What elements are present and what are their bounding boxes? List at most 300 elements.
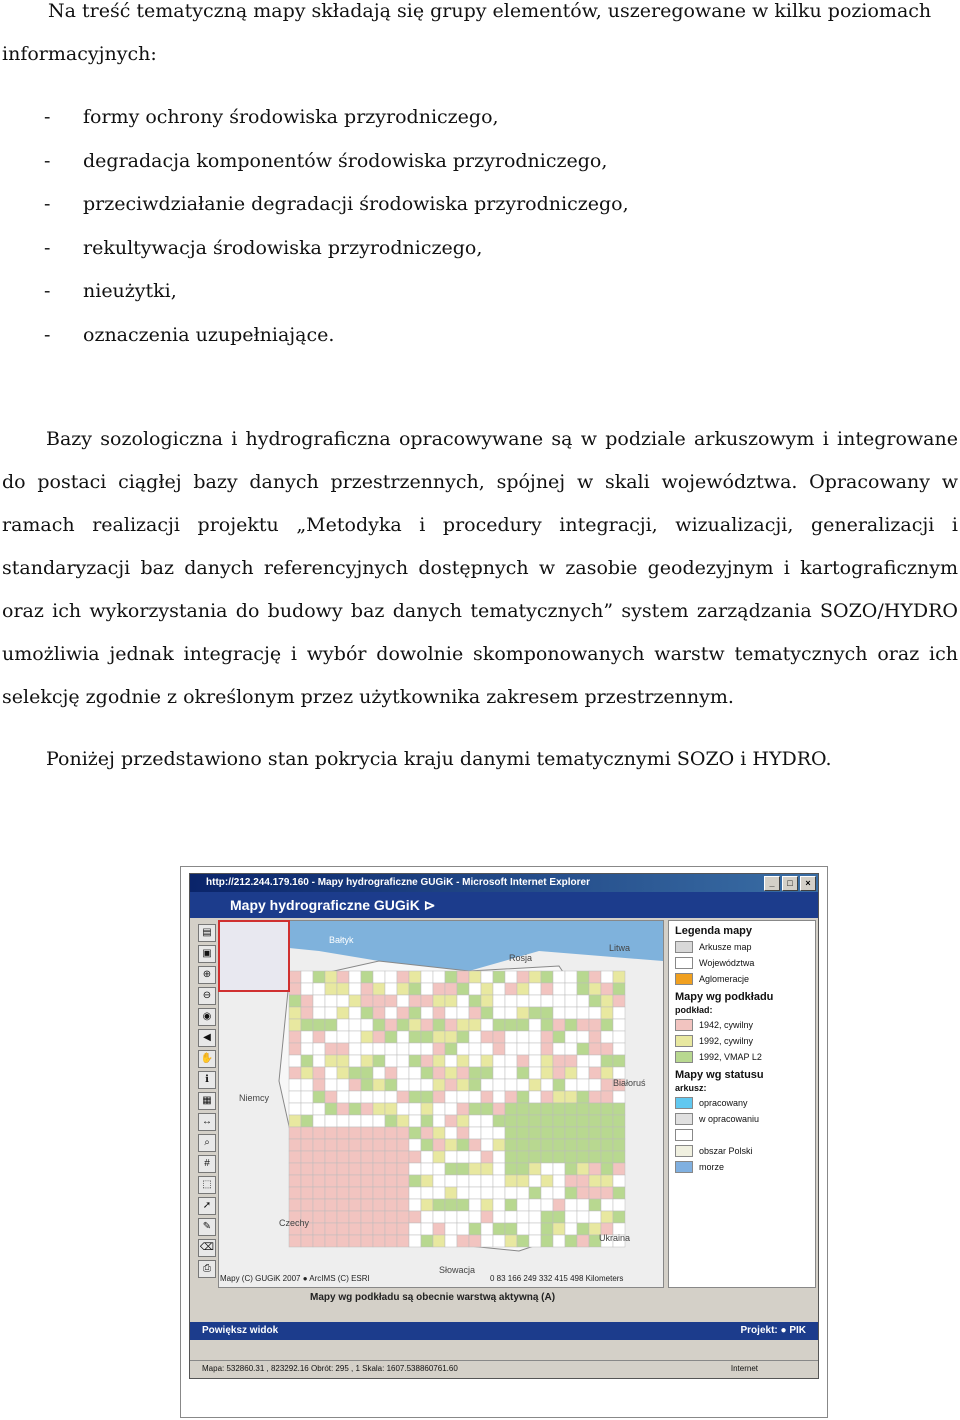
map-sheet bbox=[481, 1211, 493, 1223]
map-sheet bbox=[553, 995, 565, 1007]
map-sheet bbox=[481, 1175, 493, 1187]
map-sheet bbox=[397, 1115, 409, 1127]
map-sheet bbox=[577, 1127, 589, 1139]
map-sheet bbox=[337, 971, 349, 983]
map-sheet bbox=[481, 1103, 493, 1115]
map-sheet bbox=[385, 1235, 397, 1247]
map-sheet bbox=[493, 1031, 505, 1043]
map-sheet bbox=[325, 1103, 337, 1115]
map-sheet bbox=[493, 1055, 505, 1067]
map-sheet bbox=[385, 1103, 397, 1115]
map-sheet bbox=[373, 1223, 385, 1235]
map-sheet bbox=[457, 1187, 469, 1199]
map-sheet bbox=[529, 1043, 541, 1055]
map-sheet bbox=[589, 1031, 601, 1043]
main-paragraph: Bazy sozologiczna i hydrograficzna opracowywane są w podziale arkuszowym i integrowane do postaci ciągłej bazy danych przestrzennych, spójnej w skali województwa. Opracowany w ramach realizacji projektu „Metodyka i procedury integracji, wizualizacji, generalizacji i standaryzacji baz danych referencyjnych dostępnych w zasobie geodezyjnym i kartograficznym oraz ich wykorzystania do budowy baz danych tematycznych” system zarządzania SOZO/HYDRO umożliwia jednak integrację i wybór dowolnie skomponowanych warstw tematycznych oraz ich selekcję zgodnie z określonym przez użytkownika zakresem przestrzennym. bbox=[2, 428, 958, 708]
map-sheet bbox=[445, 995, 457, 1007]
map-sheet bbox=[325, 1223, 337, 1235]
map-sheet bbox=[313, 1043, 325, 1055]
legend-by-status-title[interactable]: Mapy wg statusu bbox=[675, 1069, 764, 1081]
map-sheet bbox=[529, 1115, 541, 1127]
map-sheet bbox=[517, 1091, 529, 1103]
map-sheet bbox=[613, 1199, 625, 1211]
map-sheet bbox=[409, 1235, 421, 1247]
map-sheet bbox=[565, 995, 577, 1007]
legend-by-status-label: opracowany bbox=[699, 1098, 748, 1108]
map-sheet bbox=[565, 1091, 577, 1103]
map-sheet bbox=[589, 971, 601, 983]
search-icon[interactable]: ⌕ bbox=[198, 1134, 216, 1152]
map-sheet bbox=[457, 1151, 469, 1163]
map-sheet bbox=[385, 995, 397, 1007]
list-dash: - bbox=[44, 193, 51, 215]
map-sheet bbox=[397, 1151, 409, 1163]
map-sheet bbox=[505, 1079, 517, 1091]
map-sheet bbox=[445, 1223, 457, 1235]
map-sheet bbox=[325, 1187, 337, 1199]
map-sheet bbox=[493, 1211, 505, 1223]
map-sheet bbox=[421, 971, 433, 983]
map-sheet bbox=[289, 1235, 301, 1247]
map-sheet bbox=[601, 1031, 613, 1043]
map-sheet bbox=[457, 1127, 469, 1139]
map-sheet bbox=[361, 1115, 373, 1127]
legend-by-status-label: obszar Polski bbox=[699, 1146, 753, 1156]
map-sheet bbox=[337, 1163, 349, 1175]
map-sheet bbox=[577, 1091, 589, 1103]
clear-icon[interactable]: ⌫ bbox=[198, 1239, 216, 1257]
map-sheet bbox=[313, 1163, 325, 1175]
map-sheet bbox=[541, 1079, 553, 1091]
map-sheet bbox=[457, 1115, 469, 1127]
map-toolbar bbox=[198, 924, 216, 1304]
list-item: - degradacja komponentów środowiska przyrodniczego, bbox=[44, 140, 629, 184]
app-banner: Mapy hydrograficzne GUGiK ⊳ bbox=[190, 892, 818, 918]
map-sheet bbox=[445, 1175, 457, 1187]
map-sheet bbox=[289, 1019, 301, 1031]
map-sheet bbox=[577, 1199, 589, 1211]
map-sheet bbox=[301, 1139, 313, 1151]
list-item: - oznaczenia uzupełniające. bbox=[44, 314, 629, 358]
map-sheet bbox=[505, 1067, 517, 1079]
map-sheet bbox=[493, 971, 505, 983]
map-sheet bbox=[601, 1079, 613, 1091]
map-sheet bbox=[385, 971, 397, 983]
map-sheet bbox=[577, 1187, 589, 1199]
map-sheet bbox=[397, 1007, 409, 1019]
map-sheet bbox=[433, 983, 445, 995]
map-sheet bbox=[445, 983, 457, 995]
map-sheet bbox=[349, 1043, 361, 1055]
map-sheet bbox=[541, 1031, 553, 1043]
map-sheet bbox=[505, 1235, 517, 1247]
map-sheet bbox=[301, 1163, 313, 1175]
map-sheet bbox=[457, 995, 469, 1007]
map-sheet bbox=[313, 1199, 325, 1211]
map-sheet bbox=[613, 1103, 625, 1115]
measure-icon[interactable]: ↔ bbox=[198, 1113, 216, 1131]
map-sheet bbox=[445, 1187, 457, 1199]
label-bialorus: Białoruś bbox=[613, 1078, 646, 1088]
map-sheet bbox=[337, 995, 349, 1007]
map-sheet bbox=[385, 1139, 397, 1151]
window-titlebar: http://212.244.179.160 - Mapy hydrograficzne GUGiK - Microsoft Internet Explorer _ □ × bbox=[190, 874, 818, 892]
map-sheet bbox=[529, 983, 541, 995]
map-sheet bbox=[433, 1175, 445, 1187]
map-sheet bbox=[325, 1175, 337, 1187]
map-sheet bbox=[301, 1199, 313, 1211]
list-item: - przeciwdziałanie degradacji środowiska przyrodniczego, bbox=[44, 183, 629, 227]
map-sheet bbox=[397, 995, 409, 1007]
edit-icon[interactable]: ✎ bbox=[198, 1218, 216, 1236]
map-sheet bbox=[565, 1175, 577, 1187]
map-sheet bbox=[457, 1139, 469, 1151]
zoom-out-icon[interactable]: ⊖ bbox=[198, 987, 216, 1005]
map-sheet bbox=[541, 1223, 553, 1235]
grid-icon[interactable]: ▦ bbox=[198, 1092, 216, 1110]
map-sheet bbox=[385, 1115, 397, 1127]
map-sheet bbox=[553, 971, 565, 983]
map-sheet bbox=[289, 1091, 301, 1103]
map-sheet bbox=[301, 1043, 313, 1055]
map-sheet bbox=[601, 971, 613, 983]
map-sheet bbox=[457, 971, 469, 983]
map-sheet bbox=[409, 1091, 421, 1103]
map-sheet bbox=[325, 1031, 337, 1043]
map-sheet bbox=[589, 1019, 601, 1031]
map-sheet bbox=[601, 1127, 613, 1139]
map-sheet bbox=[373, 1199, 385, 1211]
map-sheet bbox=[481, 1139, 493, 1151]
map-sheet bbox=[373, 995, 385, 1007]
map-sheet bbox=[397, 1067, 409, 1079]
map-sheet bbox=[517, 1043, 529, 1055]
map-sheet bbox=[529, 971, 541, 983]
map-sheet bbox=[577, 1103, 589, 1115]
map-sheet bbox=[361, 1007, 373, 1019]
map-sheet bbox=[289, 1139, 301, 1151]
print-icon[interactable]: ⎙ bbox=[198, 1260, 216, 1278]
hash-icon[interactable]: # bbox=[198, 1155, 216, 1173]
map-sheet bbox=[445, 1079, 457, 1091]
map-sheet bbox=[361, 1031, 373, 1043]
map-sheet bbox=[397, 1043, 409, 1055]
zoom-in-icon[interactable]: ⊕ bbox=[198, 966, 216, 984]
map-sheet bbox=[529, 1199, 541, 1211]
map-sheet bbox=[541, 1115, 553, 1127]
map-sheet bbox=[397, 1211, 409, 1223]
map-sheet bbox=[445, 1091, 457, 1103]
map-sheet bbox=[541, 1151, 553, 1163]
map-sheet bbox=[517, 1175, 529, 1187]
map-sheet bbox=[577, 1115, 589, 1127]
pointer-icon[interactable]: ➚ bbox=[198, 1197, 216, 1215]
map-sheet bbox=[421, 1223, 433, 1235]
map-sheet bbox=[349, 1223, 361, 1235]
map-sheet bbox=[541, 1235, 553, 1247]
map-sheet bbox=[325, 1055, 337, 1067]
map-sheet bbox=[529, 1055, 541, 1067]
map-sheet bbox=[589, 1127, 601, 1139]
map-sheet bbox=[313, 983, 325, 995]
map-sheet bbox=[457, 1163, 469, 1175]
map-sheet bbox=[529, 1139, 541, 1151]
map-sheet bbox=[589, 1175, 601, 1187]
map-sheet bbox=[289, 1127, 301, 1139]
map-sheet bbox=[409, 1031, 421, 1043]
map-sheet bbox=[541, 1091, 553, 1103]
map-sheet bbox=[601, 1115, 613, 1127]
map-sheet bbox=[517, 1127, 529, 1139]
map-sheet bbox=[397, 1019, 409, 1031]
map-sheet bbox=[361, 1055, 373, 1067]
legend-base-row bbox=[675, 971, 815, 987]
map-sheet bbox=[409, 983, 421, 995]
map-sheet bbox=[553, 1139, 565, 1151]
browser-window bbox=[189, 873, 819, 1379]
pan-icon[interactable]: ✋ bbox=[198, 1050, 216, 1068]
map-sheet bbox=[433, 1055, 445, 1067]
map-sheet bbox=[505, 1007, 517, 1019]
map-sheet bbox=[325, 983, 337, 995]
map-sheet bbox=[601, 983, 613, 995]
map-sheet bbox=[301, 1175, 313, 1187]
map-sheet bbox=[517, 1139, 529, 1151]
map-sheet bbox=[553, 1115, 565, 1127]
map-sheet bbox=[577, 1067, 589, 1079]
map-sheet bbox=[541, 1019, 553, 1031]
select-icon[interactable]: ⬚ bbox=[198, 1176, 216, 1194]
map-sheet bbox=[565, 1079, 577, 1091]
map-sheet bbox=[289, 995, 301, 1007]
map-sheet bbox=[577, 1055, 589, 1067]
map-sheet bbox=[481, 1163, 493, 1175]
map-sheet bbox=[613, 1139, 625, 1151]
map-sheet bbox=[505, 1103, 517, 1115]
map-sheet bbox=[553, 1043, 565, 1055]
map-sheet bbox=[313, 1235, 325, 1247]
map-sheet bbox=[433, 1103, 445, 1115]
map-sheet bbox=[529, 1067, 541, 1079]
map-sheet bbox=[541, 1103, 553, 1115]
map-sheet bbox=[361, 1067, 373, 1079]
map-sheet bbox=[361, 1043, 373, 1055]
map-sheet bbox=[445, 1115, 457, 1127]
map-sheet bbox=[493, 1007, 505, 1019]
map-sheet bbox=[517, 971, 529, 983]
map-sheet bbox=[565, 1235, 577, 1247]
map-sheet bbox=[337, 1139, 349, 1151]
full-extent-icon[interactable]: ◉ bbox=[198, 1008, 216, 1026]
map-sheet bbox=[589, 1055, 601, 1067]
map-sheet bbox=[577, 971, 589, 983]
map-sheet bbox=[385, 1055, 397, 1067]
map-sheet bbox=[469, 1115, 481, 1127]
map-sheet bbox=[469, 1199, 481, 1211]
map-sheet bbox=[337, 1067, 349, 1079]
map-sheet bbox=[385, 983, 397, 995]
map-sheet bbox=[577, 1211, 589, 1223]
map-sheet bbox=[589, 1067, 601, 1079]
map-sheet bbox=[421, 1175, 433, 1187]
map-sheet bbox=[469, 1151, 481, 1163]
map-sheet bbox=[397, 983, 409, 995]
map-sheet bbox=[517, 1007, 529, 1019]
screenshot-figure bbox=[180, 866, 828, 1418]
map-sheet bbox=[505, 1031, 517, 1043]
map-sheet bbox=[445, 1199, 457, 1211]
map-sheet bbox=[445, 1043, 457, 1055]
map-sheet bbox=[349, 995, 361, 1007]
map-sheet bbox=[361, 1199, 373, 1211]
legend-base-swatch bbox=[675, 973, 693, 985]
map-sheet bbox=[469, 1031, 481, 1043]
map-sheet bbox=[529, 1163, 541, 1175]
map-sheet bbox=[589, 1079, 601, 1091]
map-sheet bbox=[481, 1151, 493, 1163]
legend-by-base-row bbox=[675, 1017, 815, 1033]
map-sheet bbox=[313, 1007, 325, 1019]
map-sheet bbox=[457, 1199, 469, 1211]
map-sheet bbox=[301, 1091, 313, 1103]
map-sheet bbox=[529, 1031, 541, 1043]
legend-title: Legenda mapy bbox=[675, 925, 753, 937]
minimize-button[interactable]: _ bbox=[764, 876, 780, 891]
label-czechy: Czechy bbox=[279, 1218, 310, 1228]
legend-by-base-sub: podkład: bbox=[675, 1005, 713, 1015]
map-sheet bbox=[505, 983, 517, 995]
map-sheet bbox=[421, 1055, 433, 1067]
map-sheet bbox=[337, 1151, 349, 1163]
legend-by-status-swatch bbox=[675, 1161, 693, 1173]
map-sheet bbox=[313, 1115, 325, 1127]
map-sheet bbox=[613, 1187, 625, 1199]
map-sheet bbox=[565, 1127, 577, 1139]
map-sheet bbox=[481, 1223, 493, 1235]
back-icon[interactable]: ◀ bbox=[198, 1029, 216, 1047]
map-sheet bbox=[469, 995, 481, 1007]
map-sheet bbox=[385, 1151, 397, 1163]
map-sheet bbox=[589, 1163, 601, 1175]
map-sheet bbox=[577, 1031, 589, 1043]
map-sheet bbox=[397, 1103, 409, 1115]
map-sheet bbox=[337, 1031, 349, 1043]
map-sheet bbox=[469, 1235, 481, 1247]
map-sheet bbox=[397, 1175, 409, 1187]
map-sheet bbox=[301, 995, 313, 1007]
overview-icon[interactable]: ▣ bbox=[198, 945, 216, 963]
map-sheet bbox=[553, 1055, 565, 1067]
map-sheet bbox=[517, 1223, 529, 1235]
map-sheet bbox=[433, 1115, 445, 1127]
map-sheet bbox=[409, 1163, 421, 1175]
map-sheet bbox=[361, 1235, 373, 1247]
map-sheet bbox=[589, 1007, 601, 1019]
legend-by-base-label: 1992, VMAP L2 bbox=[699, 1052, 762, 1062]
map-sheet bbox=[589, 1115, 601, 1127]
map-sheet bbox=[325, 1019, 337, 1031]
map-sheet bbox=[613, 1007, 625, 1019]
legend-by-base-title[interactable]: Mapy wg podkładu bbox=[675, 991, 774, 1003]
map-sheet bbox=[529, 1223, 541, 1235]
map-sheet bbox=[349, 1079, 361, 1091]
map-sheet bbox=[325, 971, 337, 983]
map-sheet bbox=[553, 1187, 565, 1199]
map-sheet bbox=[409, 1139, 421, 1151]
info-icon[interactable]: ℹ bbox=[198, 1071, 216, 1089]
map-sheet bbox=[517, 1199, 529, 1211]
map-sheet bbox=[613, 1163, 625, 1175]
map-sheet bbox=[481, 1127, 493, 1139]
map-sheet bbox=[565, 1139, 577, 1151]
map-sheet bbox=[493, 1223, 505, 1235]
map-sheet bbox=[577, 1019, 589, 1031]
map-sheet bbox=[541, 995, 553, 1007]
layers-icon[interactable]: ▤ bbox=[198, 924, 216, 942]
map-sheet bbox=[313, 1091, 325, 1103]
map-sheet bbox=[301, 1067, 313, 1079]
map-sheet bbox=[313, 1019, 325, 1031]
map-sheet bbox=[589, 1199, 601, 1211]
coords-readout: Mapa: 532860.31 , 823292.16 Obrót: 295 , 1 Skala: 1607.538860761.60 bbox=[202, 1364, 458, 1373]
map-sheet bbox=[397, 1199, 409, 1211]
active-layer-caption: Mapy wg podkładu są obecnie warstwą aktywną (A) bbox=[310, 1292, 556, 1303]
map-sheet bbox=[349, 1187, 361, 1199]
map-sheet bbox=[457, 1007, 469, 1019]
map-sheet bbox=[601, 1151, 613, 1163]
map-sheet bbox=[301, 1019, 313, 1031]
map-sheet bbox=[433, 1235, 445, 1247]
map-sheet bbox=[613, 1115, 625, 1127]
close-button[interactable]: × bbox=[800, 876, 816, 891]
zoom-view-button[interactable]: Powiększ widok bbox=[202, 1325, 279, 1336]
map-sheet bbox=[565, 1187, 577, 1199]
overview-map[interactable] bbox=[218, 920, 290, 992]
map-sheet bbox=[577, 1151, 589, 1163]
legend-by-status-swatch bbox=[675, 1145, 693, 1157]
map-sheet bbox=[397, 1031, 409, 1043]
map-sheet bbox=[541, 1199, 553, 1211]
map-sheet bbox=[385, 1007, 397, 1019]
browser-statusbar bbox=[190, 1360, 818, 1377]
map-sheet bbox=[577, 1043, 589, 1055]
map-sheet bbox=[529, 1175, 541, 1187]
map-sheet bbox=[349, 1199, 361, 1211]
action-bar bbox=[190, 1322, 818, 1340]
map-sheet bbox=[385, 1091, 397, 1103]
map-sheet bbox=[529, 1019, 541, 1031]
map-sheet bbox=[289, 1055, 301, 1067]
map-sheet bbox=[445, 1019, 457, 1031]
map-sheet bbox=[601, 1019, 613, 1031]
map-sheet bbox=[313, 1055, 325, 1067]
map-sheet bbox=[505, 1043, 517, 1055]
map-sheet bbox=[613, 983, 625, 995]
list-item: - formy ochrony środowiska przyrodniczego, bbox=[44, 96, 629, 140]
map-sheet bbox=[601, 1163, 613, 1175]
map-sheet bbox=[601, 995, 613, 1007]
map-sheet bbox=[493, 1163, 505, 1175]
map-sheet bbox=[337, 1211, 349, 1223]
map-sheet bbox=[397, 1127, 409, 1139]
map-sheet bbox=[421, 1151, 433, 1163]
map-sheet bbox=[337, 1019, 349, 1031]
map-sheet bbox=[565, 1199, 577, 1211]
map-sheet bbox=[553, 1079, 565, 1091]
map-sheet bbox=[313, 1031, 325, 1043]
maximize-button[interactable]: □ bbox=[782, 876, 798, 891]
map-sheet bbox=[589, 1139, 601, 1151]
